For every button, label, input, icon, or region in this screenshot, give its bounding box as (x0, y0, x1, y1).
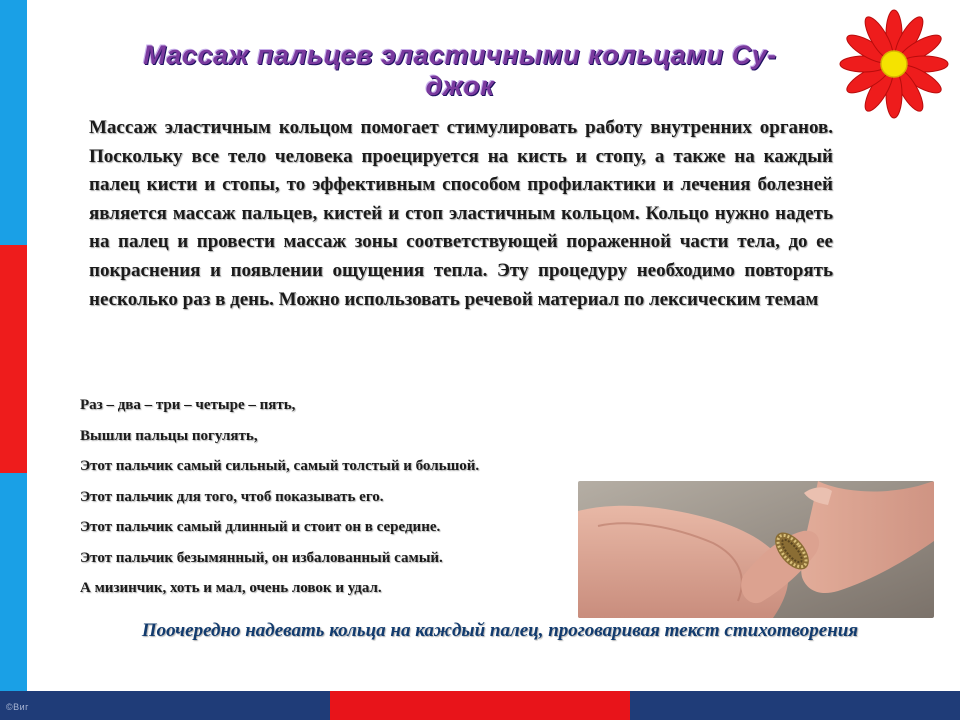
side-strip-red (0, 245, 27, 473)
poem-line: Вышли пальцы погулять, (80, 427, 258, 444)
side-strip-blue-top (0, 0, 27, 245)
poem-line: Этот пальчик безымянный, он избалованный самый. (80, 549, 443, 566)
bottom-bar-navy-right (630, 691, 960, 720)
side-strip-blue-bottom (0, 473, 27, 691)
bottom-bar-red (330, 691, 630, 720)
poem-line: Этот пальчик самый сильный, самый толстый и большой. (80, 458, 480, 474)
intro-paragraph: Массаж эластичным кольцом помогает стимулировать работу внутренних органов. Поскольку все тело человека проецируется на кисть и стопу, а также на каждый палец кисти и стопы, то эффективным способом профилактики и лечения болезней является массаж пальцев, кистей и стоп эластичным кольцом. Кольцо нужно надеть на палец и провести массаж зоны соответствующей пораженной части тела, до ее покраснения и появлении ощущения тепла. Эту процедуру необходимо повторять несколько раз в день. Можно использовать речевой материал по лексическим темам (89, 117, 833, 310)
footer-watermark: ©Виг (6, 702, 29, 712)
bottom-bar-navy-left (0, 691, 330, 720)
poem-line: Этот пальчик для того, чтоб показывать его. (80, 488, 384, 505)
instruction-text: Поочередно надевать кольца на каждый палец, проговаривая текст стихотворения (141, 620, 859, 641)
bottom-bar (0, 691, 960, 720)
slide-title: Массаж пальцев эластичными кольцами Су-джок (143, 40, 777, 101)
poem-line: А мизинчик, хоть и мал, очень ловок и удал. (80, 580, 382, 596)
poem-line: Раз – два – три – четыре – пять, (80, 397, 296, 413)
flower-icon (834, 4, 954, 124)
poem (80, 390, 620, 604)
flower-center (881, 51, 907, 77)
poem-line: Этот пальчик самый длинный и стоит он в середине. (80, 519, 441, 535)
hand-ring-photo (578, 481, 934, 618)
hand-ring-illustration (578, 481, 934, 618)
